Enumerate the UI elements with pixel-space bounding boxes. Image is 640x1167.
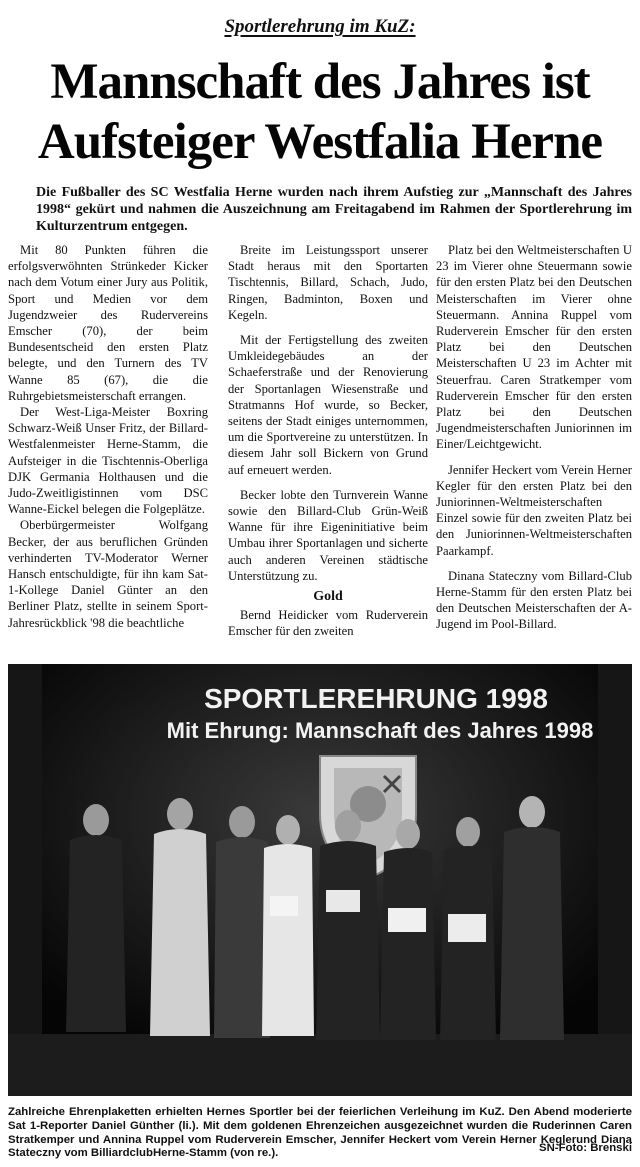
paragraph: Jennifer Heckert vom Verein Herner Kegler für den ersten Platz bei den Juniorinnen-Weltmeisterschaften Einzel sowie für den zweiten Platz bei den Juniorinnen-Weltmeisterschaften Paarkampf. — [436, 462, 632, 558]
paragraph: Oberbürgermeister Wolfgang Becker, der aus beruflichen Gründen verhinderten TV-Moderator Werner Hansch entschuldigte, für ihn kam Sat-1-Kollege Daniel Günter an den Berliner Platz, stellte in seinem Sport-Jahresrückblick '98 die beachtliche — [8, 518, 208, 630]
kicker-text: Sportlerehrung im KuZ: — [224, 16, 416, 37]
photo-scene — [8, 664, 632, 1096]
person — [150, 798, 210, 1036]
paragraph: Becker lobte den Turnverein Wanne sowie den Billard-Club Grün-Weiß Wanne für ihre Eigeninitiative beim Umbau ihrer Sportanlagen und sicherte auch anderen Vereinen städtische Unterstützung zu. — [228, 487, 428, 583]
paragraph: Platz bei den Weltmeisterschaften U 23 im Vierer ohne Steuermann sowie für den ersten Platz bei den Deutschen Meisterschaften im Vierer ohne Steuermann. Annina Ruppel vom Ruderverein Emscher für den ersten Platz bei den Deutschen Meisterschaften U 23 im Achter mit Steuerfrau. Caren Stratkemper vom Ruderverein Emscher für den ersten Platz bei den Deutschen Jugendmeisterschaften Juniorinnen im Einer/Leichtgewicht. — [436, 243, 632, 452]
photo-credit: SN-Foto: Brenski — [538, 1142, 632, 1154]
article-column-1 — [8, 242, 208, 631]
paragraph: Breite im Leistungssport unserer Stadt heraus mit den Sportarten Tischtennis, Billard, Schach, Judo, Ringen, Badminton, Boxen und Kegeln. — [228, 243, 428, 322]
paragraph: Der West-Liga-Meister Boxring Schwarz-Weiß Unser Fritz, der Billard-Westfalenmeister Herne-Stamm, die Aufsteiger in die Tischtennis-Oberliga DJK Germania Holthausen und die Judo-Zweitligistinnen vom DSC Wanne-Eickel belegen die Folgeplätze. — [8, 405, 208, 517]
paragraph: Bernd Heidicker vom Ruderverein Emscher für den zweiten — [228, 608, 428, 639]
subheading: Gold — [313, 589, 343, 605]
person — [500, 796, 564, 1040]
banner-line-1: SPORTLEREHRUNG 1998 — [204, 683, 548, 714]
paragraph: Dinana Stateczny vom Billard-Club Herne-Stamm für den ersten Platz bei den Deutschen Meisterschaften der A-Jugend im Pool-Billard. — [436, 568, 632, 632]
person — [316, 810, 380, 1040]
person — [214, 806, 270, 1038]
stage-floor — [8, 1034, 632, 1096]
kicker — [0, 16, 640, 38]
curtain-right — [598, 664, 632, 1096]
curtain-left — [8, 664, 42, 1096]
person — [262, 815, 314, 1036]
headline-line-2: Aufsteiger Westfalia Herne — [37, 114, 603, 170]
headline-line-1: Mannschaft des Jahres ist — [50, 54, 590, 110]
paragraph: Mit der Fertigstellung des zweiten Umkleidegebäudes an der Schaeferstraße und der Renovierung der Sportanlagen Wiesenstraße und Stratmanns Hof wurde, so Becker, seitens der Stadt einiges unternommen, um die Sportvereine zu unterstützen. In diesem Jahr soll Bickern von Grund auf erneuert werden. — [228, 333, 428, 477]
photo-caption: Zahlreiche Ehrenplaketten erhielten Hernes Sportler bei der feierlichen Verleihung im KuZ. Den Abend moderierte Sat 1-Reporter Daniel Günther (li.). Mit dem goldenen Ehrenzeichen ausgezeichnet wurden die Ruderinnen Caren Stratkemper und Annina Ruppel vom Ruderverein Emscher, Jennifer Heckert vom Verein Herner Keglerund Diana Stateczny vom BilliardclubHerne-Stamm (von re.). — [8, 1106, 632, 1160]
article-column-2 — [228, 242, 428, 640]
lead-paragraph: Die Fußballer des SC Westfalia Herne wurden nach ihrem Aufstieg zur „Mannschaft des Jahres 1998“ gekürt und nahmen die Auszeichnung am Freitagabend im Rahmen der Sportlerehrung im Kulturzentrum entgegen. — [36, 185, 632, 234]
banner-line-2: Mit Ehrung: Mannschaft des Jahres 1998 — [166, 718, 594, 743]
person — [380, 819, 436, 1040]
headline — [0, 52, 640, 172]
article-column-3 — [436, 242, 632, 633]
event-photo — [8, 664, 632, 1096]
person — [440, 817, 496, 1040]
paragraph: Mit 80 Punkten führen die erfolgsverwöhnten Strünkeder Kicker nach dem Votum einer Jury aus Politik, Sport und Medien vor dem Jugendzweier des Rudervereins Emscher (70), der beim Bundesentscheid den ersten Platz belegte, und den Turnern des TV Wanne 85 (67), die die Ruhrgebietsmeisterschaft errangen. — [8, 243, 208, 403]
